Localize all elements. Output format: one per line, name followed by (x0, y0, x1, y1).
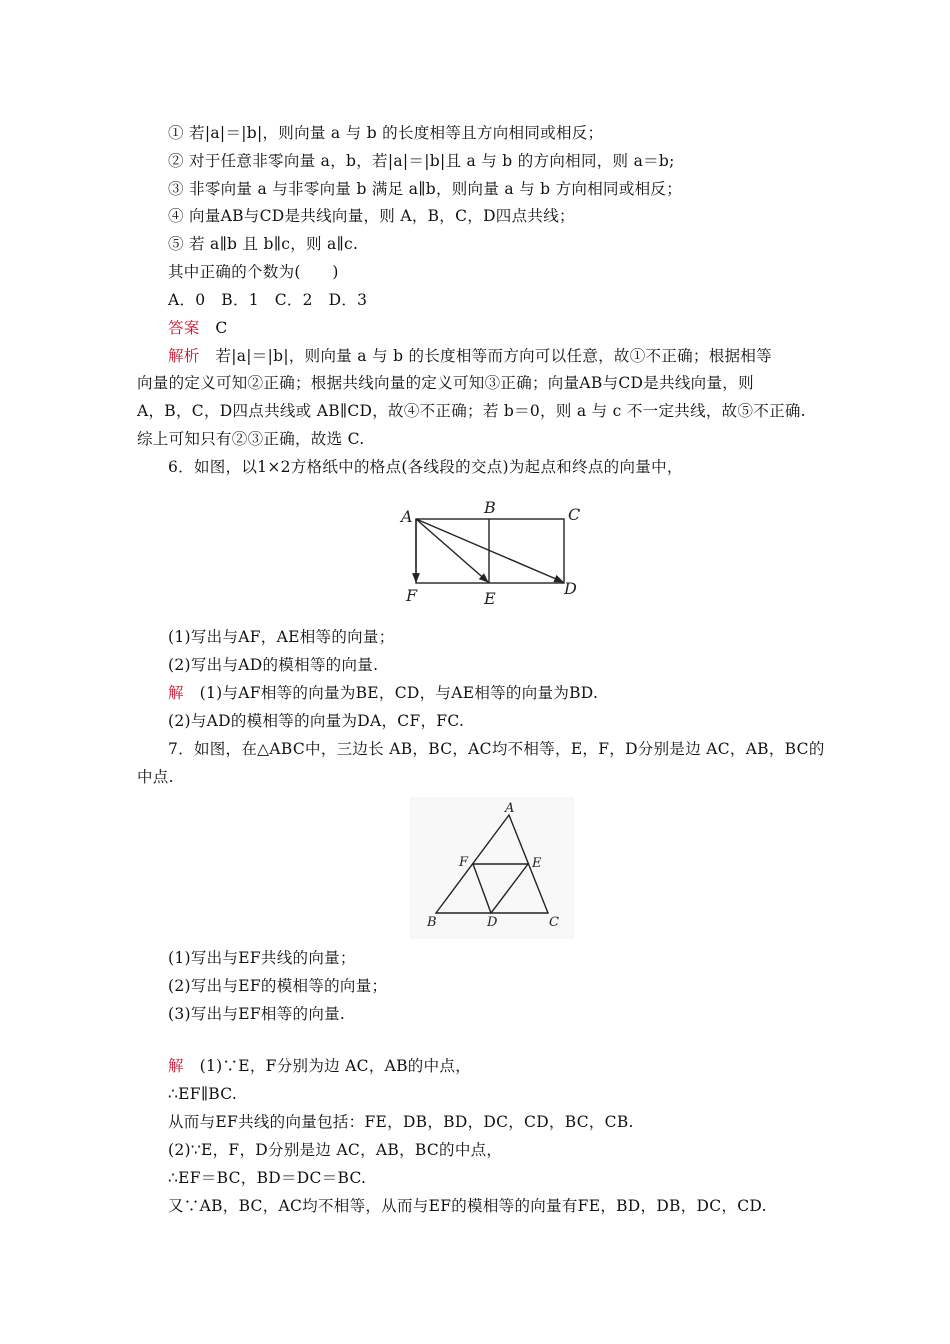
tri-label-d: D (487, 915, 498, 930)
q7-solution-4: (2)∵E，F，D分别是边 AC，AB，BC的中点， (168, 1141, 503, 1159)
q7-sub1: (1)写出与EF共线的向量； (168, 949, 356, 967)
analysis-line-1 (168, 346, 772, 366)
analysis-line-4: 综上可知只有②③正确，故选 C. (137, 430, 365, 448)
analysis-text-1: 若|a|＝|b|，则向量 a 与 b 的长度相等而方向可以任意，故①不正确；根据相等 (199, 347, 772, 365)
tri-label-e: E (532, 856, 542, 871)
question-text: 其中正确的个数为( ) (168, 263, 339, 281)
q7-solution-2: ∴EF∥BC. (168, 1085, 238, 1103)
q6-solution-text-1: (1)与AF相等的向量为BE，CD，与AE相等的向量为BD. (183, 684, 599, 702)
q7-solution-1 (168, 1056, 471, 1076)
q7-solution-label: 解 (168, 1057, 184, 1075)
statement-3: ③ 非零向量 a 与非零向量 b 满足 a∥b，则向量 a 与 b 方向相同或相反； (168, 180, 683, 198)
q7-solution-6: 又∵AB，BC，AC均不相等，从而与EF的模相等的向量有FE，BD，DB，DC，CD. (168, 1197, 767, 1215)
analysis-line-2: 向量的定义可知②正确；根据共线向量的定义可知③正确；向量AB与CD是共线向量，则 (137, 374, 754, 392)
label-f: F (406, 586, 418, 605)
q6-solution-1 (168, 683, 598, 703)
analysis-label: 解析 (168, 347, 200, 365)
q6-stem: 6．如图，以1×2方格纸中的格点(各线段的交点)为起点和终点的向量中， (168, 458, 683, 476)
q6-solution-label: 解 (168, 684, 184, 702)
statement-2: ② 对于任意非零向量 a，b，若|a|＝|b|且 a 与 b 的方向相同，则 a＝b; (168, 152, 675, 170)
q7-sub3: (3)写出与EF相等的向量. (168, 1005, 346, 1023)
answer-line (168, 318, 228, 338)
q7-solution-3: 从而与EF共线的向量包括：FE，DB，BD，DC，CD，BC，CB. (168, 1113, 634, 1131)
answer-label: 答案 (168, 319, 200, 337)
statement-4: ④ 向量AB与CD是共线向量，则 A，B，C，D四点共线； (168, 207, 575, 225)
tri-label-f: F (459, 855, 469, 870)
label-e: E (484, 589, 496, 608)
q6-sub2: (2)写出与AD的模相等的向量. (168, 656, 379, 674)
q6-sub1: (1)写出与AF，AE相等的向量； (168, 628, 395, 646)
label-b: B (484, 498, 496, 517)
analysis-line-3: A，B，C，D四点共线或 AB∥CD，故④不正确；若 b＝0，则 a 与 c 不一定共线，故⑤不正确. (137, 402, 806, 420)
q7-stem-2: 中点. (137, 768, 174, 786)
q7-stem-1: 7．如图，在△ABC中，三边长 AB，BC，AC均不相等，E，F，D分别是边 AC，AB，BC的 (168, 740, 825, 758)
answer-options: A．0 B．1 C．2 D．3 (168, 291, 368, 309)
tri-label-c: C (549, 915, 559, 930)
grid-vector-figure (392, 494, 598, 620)
triangle-figure (410, 797, 574, 939)
statement-1: ① 若|a|＝|b|，则向量 a 与 b 的长度相等且方向相同或相反； (168, 124, 604, 142)
answer-value: C (199, 319, 228, 337)
tri-label-b: B (427, 915, 437, 930)
q7-sub2: (2)写出与EF的模相等的向量； (168, 977, 388, 995)
tri-label-a: A (505, 801, 515, 816)
vector-ae (416, 519, 488, 582)
label-c: C (568, 505, 581, 524)
label-a: A (401, 507, 413, 526)
q7-solution-text-1: (1)∵E，F分别为边 AC，AB的中点， (183, 1057, 472, 1075)
q6-solution-2: (2)与AD的模相等的向量为DA，CF，FC. (168, 712, 465, 730)
q7-solution-5: ∴EF＝BC，BD＝DC＝BC. (168, 1169, 367, 1187)
label-d: D (564, 579, 577, 598)
statement-5: ⑤ 若 a∥b 且 b∥c，则 a∥c. (168, 235, 359, 253)
